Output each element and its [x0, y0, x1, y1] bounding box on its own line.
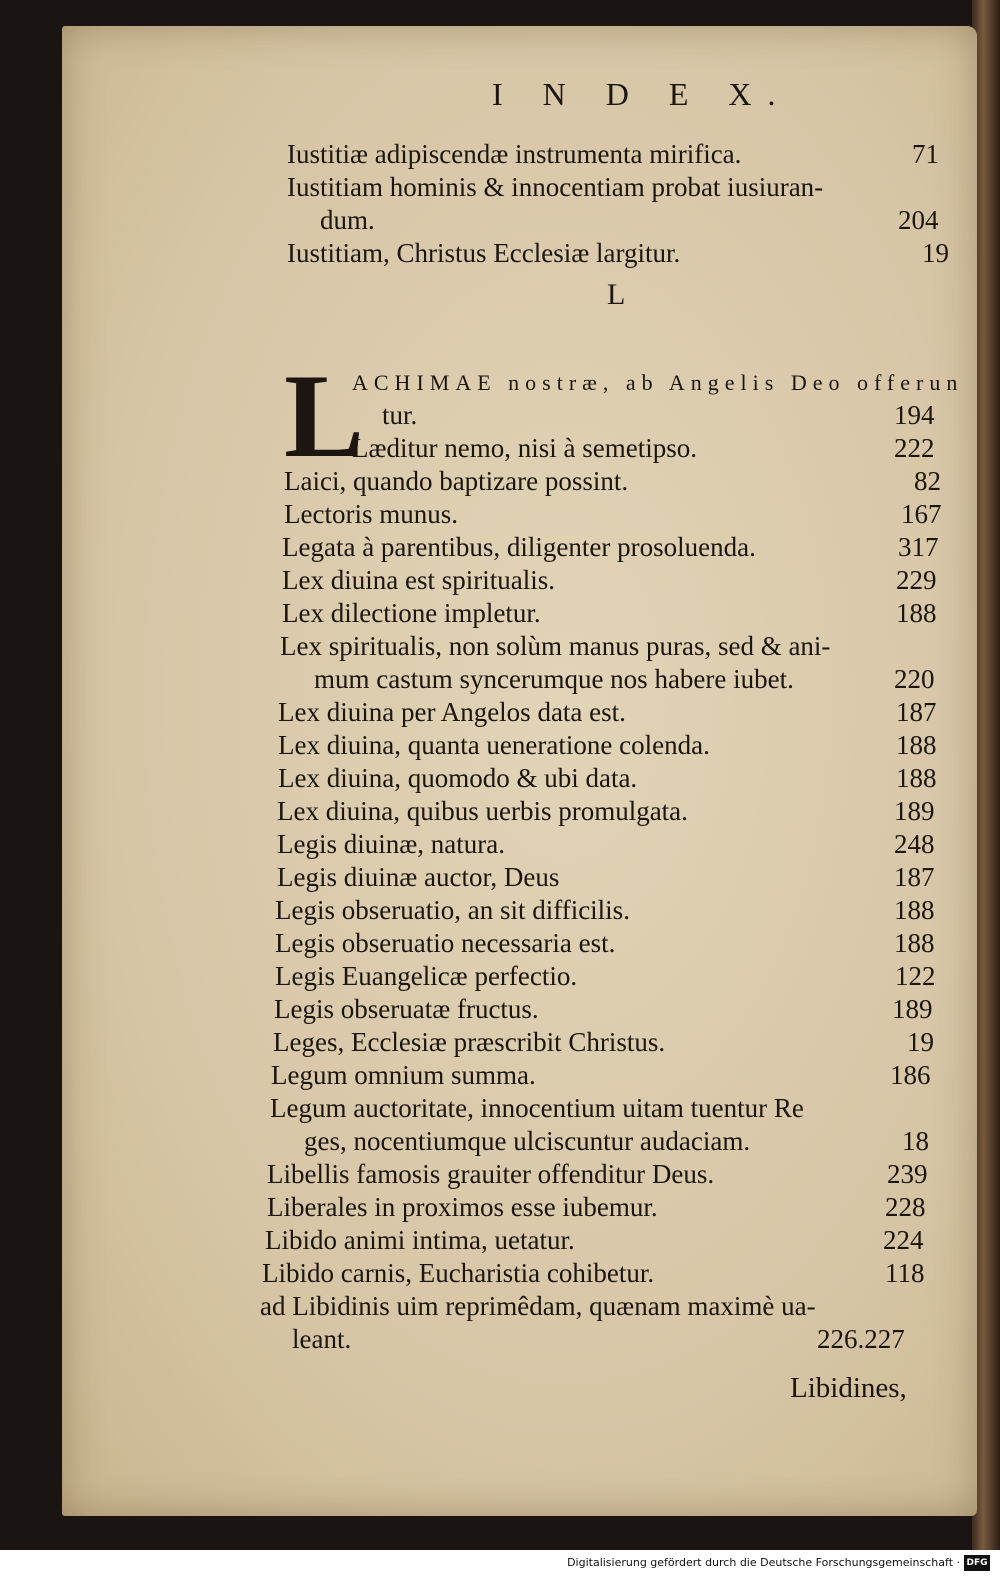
index-entry: ACHIMAE nostræ, ab Angelis Deo offerun — [352, 370, 964, 395]
index-entry-continuation: mum castum syncerumque nos habere iubet. 220 — [314, 664, 935, 694]
index-entry: Lex diuina, quanta ueneratione colenda. 188 — [278, 730, 937, 760]
index-entry: Legis obseruatæ fructus. 189 — [274, 994, 933, 1024]
index-entry: Legis obseruatio, an sit difficilis. 188 — [275, 895, 935, 925]
index-entry: Iustitiam hominis & innocentiam probat iusiuran- — [287, 172, 824, 202]
index-entry: Legum omnium summa. 186 — [271, 1060, 931, 1090]
section-letter: L — [607, 278, 626, 311]
index-entry: Laici, quando baptizare possint. 82 — [284, 466, 941, 496]
index-entry: Lectoris munus. 167 — [284, 499, 942, 529]
index-entry: Lex diuina per Angelos data est. 187 — [278, 697, 937, 727]
index-entry: Legum auctoritate, innocentium uitam tuentur Re — [270, 1093, 804, 1123]
footer — [0, 1550, 1000, 1577]
index-entry: Lex spiritualis, non solùm manus puras, sed & ani- — [280, 631, 831, 661]
index-entry: Lex diuina, quibus uerbis promulgata. 189 — [277, 796, 935, 826]
index-entry: Libellis famosis grauiter offenditur Deus. 239 — [267, 1159, 928, 1189]
page-header: I N D E X. — [492, 76, 792, 112]
index-entry: Iustitiæ adipiscendæ instrumenta mirifica. 71 — [287, 139, 939, 169]
catchword: Libidines, — [790, 1372, 907, 1404]
index-entry-continuation: leant. 226.227 — [292, 1324, 905, 1354]
index-entry: Legis diuinæ auctor, Deus 187 — [277, 862, 935, 892]
index-entry: Lex diuina, quomodo & ubi data. 188 — [278, 763, 937, 793]
index-entry: Lex diuina est spiritualis. 229 — [282, 565, 937, 595]
index-entry-continuation: tur. 194 — [382, 400, 935, 430]
index-entry: Legis obseruatio necessaria est. 188 — [275, 928, 935, 958]
index-entry-continuation: dum. 204 — [320, 205, 939, 235]
index-entry: Lex dilectione impletur. 188 — [282, 598, 937, 628]
index-entry: Leges, Ecclesiæ præscribit Christus. 19 — [273, 1027, 934, 1057]
index-entry: Legis Euangelicæ perfectio. 122 — [275, 961, 936, 991]
index-entry: Legata à parentibus, diligenter prosoluenda. 317 — [282, 532, 939, 562]
index-entry: ad Libidinis uim reprimêdam, quænam maximè ua- — [260, 1291, 816, 1321]
index-entry: Læditur nemo, nisi à semetipso. 222 — [352, 433, 935, 463]
drop-cap: L — [284, 349, 365, 482]
index-entry: Libido carnis, Eucharistia cohibetur. 118 — [262, 1258, 925, 1288]
index-entry: Legis diuinæ, natura. 248 — [277, 829, 935, 859]
footer-credit: Digitalisierung gefördert durch die Deutsche Forschungsgemeinschaft · — [567, 1556, 960, 1569]
page-text — [62, 26, 977, 1516]
index-entry: Iustitiam, Christus Ecclesiæ largitur. 19 — [287, 238, 949, 268]
index-entry-continuation: ges, nocentiumque ulciscuntur audaciam. 18 — [304, 1126, 929, 1156]
book-page — [62, 26, 977, 1516]
index-entry: Liberales in proximos esse iubemur. 228 — [267, 1192, 926, 1222]
dfg-logo-icon: DFG — [964, 1555, 990, 1571]
index-entry: Libido animi intima, uetatur. 224 — [265, 1225, 924, 1255]
